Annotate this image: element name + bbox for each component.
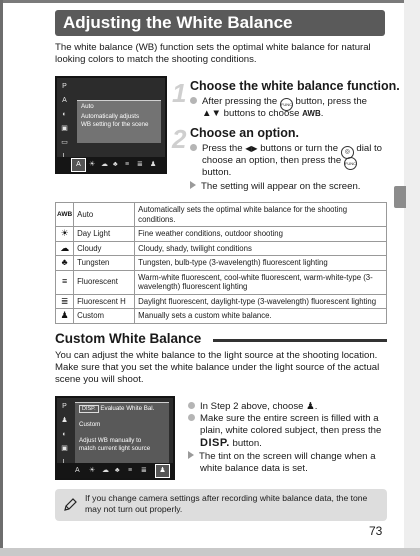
step-2-bullet-line-3: button. [202, 167, 232, 178]
table-row [56, 256, 387, 271]
custom-bullet-2-line-2: plain, white colored subject, then press the [200, 425, 382, 436]
step-2-bullet-line-2: choose an option, then press the FUNC [202, 155, 392, 170]
bracket-icon: ▣ [61, 445, 68, 452]
func-set-button-icon: FUNC [344, 157, 357, 170]
cloud-icon: ☁ [101, 161, 108, 168]
intro-paragraph: The white balance (WB) function sets the optimal white balance for natural looking colors to match the shooting conditions. [55, 42, 371, 65]
awb-icon: A [62, 97, 67, 104]
up-down-arrows-icon: ▲▼ [202, 108, 221, 119]
popup-title: DISP. Evaluate White Bal. [75, 403, 169, 415]
fluorescent-icon: ≡ [128, 467, 133, 474]
fluorescent-h-icon: ≣ [141, 467, 147, 474]
custom-selected-icon: ♟ [155, 464, 170, 478]
table-row [56, 227, 387, 242]
custom-result-line-1: The tint on the screen will change when a [188, 451, 398, 463]
camera-screen-custom-wb [55, 396, 175, 480]
cloud-icon: ☁ [56, 241, 74, 256]
awb-selected-icon: A [71, 158, 86, 172]
custom-bullet-1: In Step 2 above, choose ♟. [188, 401, 393, 413]
result-arrow-icon [190, 181, 196, 189]
custom-icon: ♟ [150, 161, 157, 168]
custom-wb-icon-inline: ♟ [306, 401, 315, 412]
step-2-result: The setting will appear on the screen. [190, 181, 395, 193]
custom-bullet-2-line-3: DISP. button. [200, 437, 262, 449]
wb-option-description: Daylight fluorescent, daylight-type (3-wavelength) fluorescent lighting [135, 294, 387, 309]
custom-bullet-2: Make sure the entire screen is filled with a [188, 413, 398, 425]
evaluate-popup [75, 402, 169, 463]
fluorescent-h-icon: ≣ [137, 161, 143, 168]
mode-icon: P [62, 83, 67, 90]
wb-option-name: Auto [74, 203, 135, 227]
step-2-bullet: Press the ◀▶ buttons or turn the ◎ dial to [190, 143, 395, 159]
step-1-bullet-cont: ▲▼ buttons to choose AWB. [202, 108, 324, 119]
bulb-icon: ♣ [115, 467, 120, 474]
wb-option-description: Cloudy, shady, twilight conditions [135, 241, 387, 256]
bulb-icon: ♣ [113, 161, 118, 168]
page-right-margin [404, 0, 420, 548]
wb-option-description: Tungsten, bulb-type (3-wavelength) fluorescent lighting [135, 256, 387, 271]
custom-result-line-2: white balance data is set. [200, 463, 308, 474]
table-row [56, 270, 387, 294]
page-bottom-border [0, 548, 420, 556]
wb-option-name: Fluorescent H [74, 294, 135, 309]
fluorescent-icon: ≡ [125, 161, 130, 168]
sun-icon: ☀ [89, 161, 96, 168]
table-row [56, 203, 387, 227]
bracket-icon: ▣ [61, 125, 68, 132]
awb-icon-inline: AWB [302, 109, 321, 118]
control-dial-icon: ◎ [341, 146, 354, 159]
wb-options-strip [57, 157, 165, 172]
func-set-button-icon: FUNC [280, 98, 293, 111]
page-left-border [0, 0, 3, 556]
awb-icon: AWB [56, 203, 74, 227]
page-title: Adjusting the White Balance [63, 13, 293, 32]
wb-option-description: Warm-white fluorescent, cool-white fluorescent, warm-white-type (3-wavelength) fluorescent lighting [135, 270, 387, 294]
step-2-heading: Choose an option. [190, 126, 300, 140]
pencil-icon [63, 497, 78, 512]
my-colors-icon: ◐ [62, 111, 67, 118]
wb-option-description: Automatically sets the optimal white balance for the shooting conditions. [135, 203, 387, 227]
popup-desc-line-1: Automatically adjusts [81, 113, 140, 120]
custom-wb-paragraph: You can adjust the white balance to the light source at the shooting location. Make sure that you set the white balance under the light source of the actual scene you will shoot. [55, 350, 380, 385]
popup-desc-line-2: WB setting for the scene [81, 121, 149, 128]
wb-options-strip [57, 463, 173, 478]
table-row [56, 241, 387, 256]
chapter-thumb-tab [394, 186, 406, 208]
bullet-dot [190, 97, 197, 104]
wb-option-description: Fine weather conditions, outdoor shooting [135, 227, 387, 242]
wb-option-description: Manually sets a custom white balance. [135, 309, 387, 324]
awb-icon: A [75, 467, 80, 474]
white-balance-table [55, 202, 387, 324]
drive-icon: ▭ [61, 139, 68, 146]
result-arrow-icon [188, 451, 194, 459]
wb-option-name: Day Light [74, 227, 135, 242]
sun-icon: ☀ [89, 467, 96, 474]
popup-desc-line-1: Adjust WB manually to [79, 437, 142, 444]
bulb-icon: ♣ [56, 256, 74, 271]
wb-option-name: Cloudy [74, 241, 135, 256]
fluorescent-icon: ≡ [56, 270, 74, 294]
sun-icon: ☀ [56, 227, 74, 242]
note-text: If you change camera settings after recording white balance data, the tone may not turn out properly. [85, 493, 368, 514]
table-row [56, 294, 387, 309]
fluorescent-h-icon: ≣ [56, 294, 74, 309]
page-number: 73 [369, 524, 383, 538]
left-right-arrows-icon: ◀▶ [245, 144, 258, 153]
heading-rule [213, 339, 387, 342]
bullet-dot [188, 414, 195, 421]
wb-option-name: Custom [74, 309, 135, 324]
bullet-dot [188, 402, 195, 409]
popup-desc-line-2: match current light source [79, 445, 151, 452]
disp-button-icon: DISP. [79, 405, 99, 413]
custom-icon: ♟ [56, 309, 74, 324]
step-2-number: 2 [172, 124, 187, 154]
section-title-bar [55, 10, 385, 36]
table-row [56, 309, 387, 324]
function-menu-column [59, 402, 70, 472]
function-menu-column [59, 82, 70, 166]
step-1-bullet: After pressing the FUNC button, press the [190, 96, 390, 111]
custom-wb-icon: ♟ [61, 417, 68, 424]
step-1-number: 1 [172, 78, 187, 108]
camera-screen-wb-menu [55, 76, 167, 174]
step-1-heading: Choose the white balance function. [190, 79, 400, 93]
my-colors-icon: ◐ [62, 431, 67, 438]
caution-note [55, 489, 387, 521]
wb-option-name: Fluorescent [74, 270, 135, 294]
popup-label: Custom [79, 421, 101, 428]
popup-title: Auto [81, 103, 94, 110]
disp-button-label: DISP. [200, 437, 230, 449]
bullet-dot [190, 144, 197, 151]
custom-wb-heading: Custom White Balance [55, 331, 202, 346]
mode-icon: P [62, 403, 67, 410]
page-top-border [0, 0, 420, 3]
wb-option-name: Tungsten [74, 256, 135, 271]
cloud-icon: ☁ [102, 467, 109, 474]
wb-popup [77, 100, 161, 143]
